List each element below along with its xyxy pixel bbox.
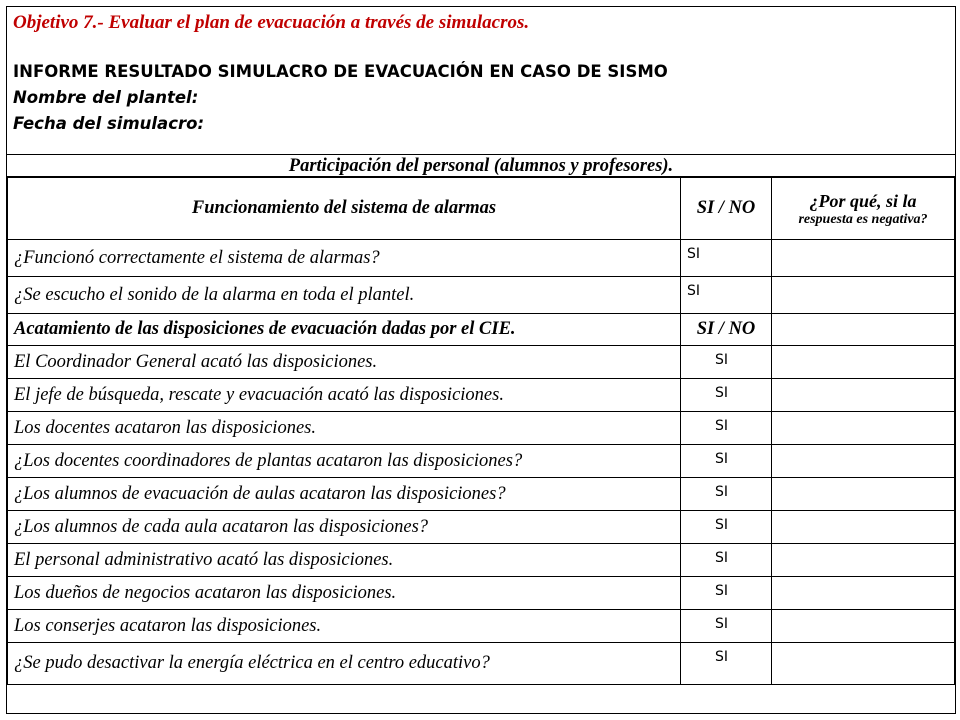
report-header [7, 7, 955, 155]
table-row [8, 610, 955, 643]
answer-cell: SI [681, 478, 772, 511]
question-cell: Los docentes acataron las disposiciones. [8, 412, 681, 445]
table-row [8, 346, 955, 379]
question-cell: El jefe de búsqueda, rescate y evacuación acató las disposiciones. [8, 379, 681, 412]
section2-title: Acatamiento de las disposiciones de evacuación dadas por el CIE. [8, 314, 681, 346]
section1-title: Funcionamiento del sistema de alarmas [8, 178, 681, 240]
question-cell: El personal administrativo acató las disposiciones. [8, 544, 681, 577]
table-row [8, 511, 955, 544]
question-cell: Los conserjes acataron las disposiciones. [8, 610, 681, 643]
reason-cell [772, 277, 955, 314]
question-cell: El Coordinador General acató las disposiciones. [8, 346, 681, 379]
answer-cell: SI [681, 346, 772, 379]
header-spacer [13, 35, 955, 59]
answer-cell: SI [681, 412, 772, 445]
answer-cell: SI [681, 379, 772, 412]
question-cell: Los dueños de negocios acataron las disposiciones. [8, 577, 681, 610]
question-cell: ¿Se escucho el sonido de la alarma en toda el plantel. [8, 277, 681, 314]
reason-cell [772, 379, 955, 412]
table-row [8, 544, 955, 577]
section2-why-header [772, 314, 955, 346]
table-row [8, 445, 955, 478]
table-row [8, 277, 955, 314]
answer-cell: SI [681, 277, 772, 314]
answer-cell: SI [681, 240, 772, 277]
reason-cell [772, 511, 955, 544]
question-cell: ¿Funcionó correctamente el sistema de alarmas? [8, 240, 681, 277]
table-row [8, 478, 955, 511]
answer-cell: SI [681, 445, 772, 478]
reason-cell [772, 240, 955, 277]
reason-cell [772, 346, 955, 379]
reason-cell [772, 445, 955, 478]
answer-cell: SI [681, 544, 772, 577]
question-cell: ¿Los alumnos de cada aula acataron las disposiciones? [8, 511, 681, 544]
table-header-row [8, 178, 955, 240]
question-cell: ¿Los alumnos de evacuación de aulas acataron las disposiciones? [8, 478, 681, 511]
why-header-line1: ¿Por qué, si la [809, 190, 917, 211]
answer-cell: SI [681, 577, 772, 610]
reason-cell [772, 478, 955, 511]
table-row [8, 643, 955, 685]
answer-cell: SI [681, 610, 772, 643]
school-name-label: Nombre del plantel: [13, 88, 199, 107]
evacuation-report-sheet [6, 6, 956, 714]
reason-cell [772, 577, 955, 610]
evaluation-table [7, 177, 955, 685]
table-row [8, 412, 955, 445]
table-row [8, 577, 955, 610]
why-column-header [772, 178, 955, 240]
drill-date-label: Fecha del simulacro: [13, 114, 205, 133]
reason-cell [772, 643, 955, 685]
question-cell: ¿Se pudo desactivar la energía eléctrica en el centro educativo? [8, 643, 681, 685]
reason-cell [772, 610, 955, 643]
question-cell: ¿Los docentes coordinadores de plantas acataron las disposiciones? [8, 445, 681, 478]
reason-cell [772, 412, 955, 445]
table-row [8, 379, 955, 412]
participation-heading: Participación del personal (alumnos y profesores). [7, 155, 955, 177]
report-title: INFORME RESULTADO SIMULACRO DE EVACUACIÓN EN CASO DE SISMO [13, 62, 668, 81]
answer-cell: SI [681, 511, 772, 544]
section2-sino-header: SI / NO [681, 314, 772, 346]
section2-header-row [8, 314, 955, 346]
why-header-line2: respuesta es negativa? [798, 211, 928, 227]
reason-cell [772, 544, 955, 577]
answer-cell: SI [681, 643, 772, 685]
table-row [8, 240, 955, 277]
objective-heading: Objetivo 7.- Evaluar el plan de evacuación a través de simulacros. [13, 12, 530, 33]
sino-column-header: SI / NO [681, 178, 772, 240]
